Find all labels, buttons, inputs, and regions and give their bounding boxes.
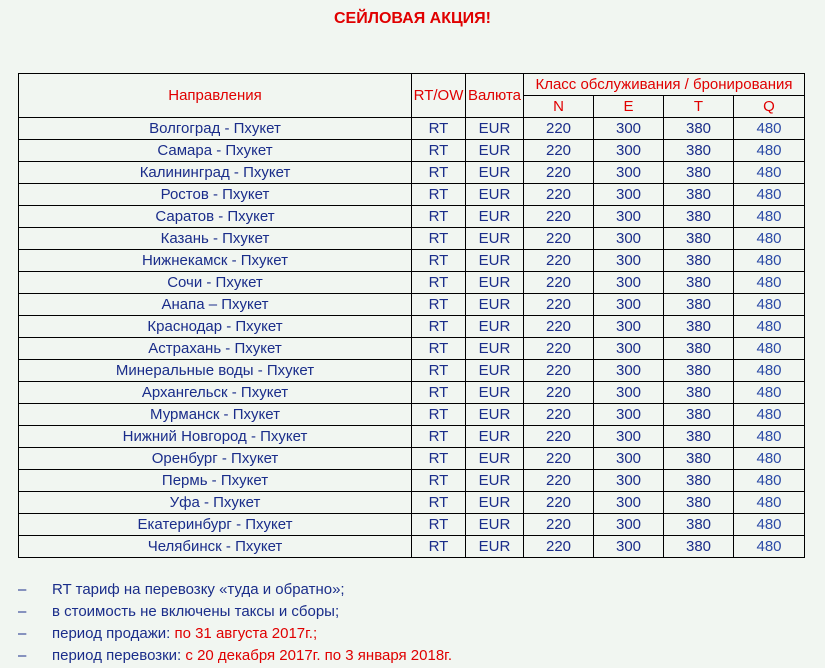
note-item — [18, 645, 818, 667]
cell-class-n: 220 — [524, 360, 594, 382]
header-class-e: E — [594, 96, 664, 118]
cell-currency: EUR — [466, 448, 524, 470]
cell-class-n: 220 — [524, 514, 594, 536]
cell-class-e: 300 — [594, 294, 664, 316]
cell-class-n: 220 — [524, 492, 594, 514]
cell-direction: Самара - Пхукет — [19, 140, 412, 162]
table-row — [19, 514, 805, 536]
cell-direction: Нижнекамск - Пхукет — [19, 250, 412, 272]
cell-class-t: 380 — [664, 426, 734, 448]
note-dash: – — [18, 625, 27, 642]
note-item — [18, 579, 818, 601]
cell-direction: Архангельск - Пхукет — [19, 382, 412, 404]
cell-class-q: 480 — [734, 206, 805, 228]
cell-class-q: 480 — [734, 404, 805, 426]
cell-rt-ow: RT — [412, 272, 466, 294]
cell-direction: Калининград - Пхукет — [19, 162, 412, 184]
fares-table — [18, 73, 805, 558]
note-dash: – — [18, 647, 27, 664]
cell-class-e: 300 — [594, 338, 664, 360]
page-title: СЕЙЛОВАЯ АКЦИЯ! — [334, 10, 491, 27]
cell-currency: EUR — [466, 382, 524, 404]
cell-class-n: 220 — [524, 228, 594, 250]
cell-class-e: 300 — [594, 140, 664, 162]
cell-direction: Саратов - Пхукет — [19, 206, 412, 228]
cell-rt-ow: RT — [412, 338, 466, 360]
header-currency: Валюта — [466, 74, 524, 118]
cell-class-n: 220 — [524, 162, 594, 184]
table-row — [19, 184, 805, 206]
cell-class-n: 220 — [524, 470, 594, 492]
cell-rt-ow: RT — [412, 492, 466, 514]
cell-class-n: 220 — [524, 118, 594, 140]
cell-rt-ow: RT — [412, 514, 466, 536]
cell-class-e: 300 — [594, 536, 664, 558]
cell-class-q: 480 — [734, 492, 805, 514]
cell-currency: EUR — [466, 536, 524, 558]
cell-rt-ow: RT — [412, 426, 466, 448]
table-row — [19, 228, 805, 250]
cell-class-q: 480 — [734, 360, 805, 382]
cell-rt-ow: RT — [412, 382, 466, 404]
note-item — [18, 623, 818, 645]
cell-class-t: 380 — [664, 470, 734, 492]
cell-class-q: 480 — [734, 184, 805, 206]
cell-class-t: 380 — [664, 404, 734, 426]
cell-currency: EUR — [466, 316, 524, 338]
cell-class-t: 380 — [664, 294, 734, 316]
table-row — [19, 272, 805, 294]
cell-rt-ow: RT — [412, 316, 466, 338]
cell-class-q: 480 — [734, 470, 805, 492]
cell-currency: EUR — [466, 360, 524, 382]
cell-currency: EUR — [466, 338, 524, 360]
cell-class-t: 380 — [664, 184, 734, 206]
cell-class-e: 300 — [594, 118, 664, 140]
cell-rt-ow: RT — [412, 184, 466, 206]
fares-table-body — [19, 118, 805, 558]
table-row — [19, 360, 805, 382]
table-row — [19, 426, 805, 448]
table-header-row — [19, 74, 805, 96]
cell-direction: Екатеринбург - Пхукет — [19, 514, 412, 536]
cell-class-t: 380 — [664, 492, 734, 514]
cell-class-q: 480 — [734, 426, 805, 448]
cell-currency: EUR — [466, 404, 524, 426]
cell-class-q: 480 — [734, 514, 805, 536]
cell-class-e: 300 — [594, 426, 664, 448]
note-travel-period: с 20 декабря 2017г. по 3 января 2018г. — [185, 647, 452, 664]
cell-class-n: 220 — [524, 140, 594, 162]
cell-class-t: 380 — [664, 382, 734, 404]
cell-class-t: 380 — [664, 228, 734, 250]
cell-rt-ow: RT — [412, 162, 466, 184]
cell-class-q: 480 — [734, 162, 805, 184]
cell-class-e: 300 — [594, 360, 664, 382]
cell-class-e: 300 — [594, 228, 664, 250]
cell-rt-ow: RT — [412, 118, 466, 140]
cell-rt-ow: RT — [412, 206, 466, 228]
cell-rt-ow: RT — [412, 228, 466, 250]
cell-class-q: 480 — [734, 228, 805, 250]
cell-class-n: 220 — [524, 206, 594, 228]
cell-currency: EUR — [466, 228, 524, 250]
cell-class-n: 220 — [524, 250, 594, 272]
cell-rt-ow: RT — [412, 294, 466, 316]
cell-class-e: 300 — [594, 316, 664, 338]
cell-class-t: 380 — [664, 162, 734, 184]
note-text: период перевозки: — [52, 647, 186, 664]
cell-currency: EUR — [466, 426, 524, 448]
table-row — [19, 316, 805, 338]
cell-class-q: 480 — [734, 536, 805, 558]
cell-direction: Астрахань - Пхукет — [19, 338, 412, 360]
cell-direction: Сочи - Пхукет — [19, 272, 412, 294]
cell-rt-ow: RT — [412, 448, 466, 470]
cell-class-e: 300 — [594, 382, 664, 404]
cell-currency: EUR — [466, 118, 524, 140]
header-direction: Направления — [19, 74, 412, 118]
table-row — [19, 294, 805, 316]
note-dash: – — [18, 603, 27, 620]
cell-class-n: 220 — [524, 272, 594, 294]
note-text: период продажи: — [52, 625, 175, 642]
cell-currency: EUR — [466, 184, 524, 206]
cell-direction: Уфа - Пхукет — [19, 492, 412, 514]
cell-direction: Мурманск - Пхукет — [19, 404, 412, 426]
cell-class-t: 380 — [664, 360, 734, 382]
cell-rt-ow: RT — [412, 536, 466, 558]
cell-class-e: 300 — [594, 162, 664, 184]
cell-direction: Минеральные воды - Пхукет — [19, 360, 412, 382]
cell-direction: Оренбург - Пхукет — [19, 448, 412, 470]
cell-class-q: 480 — [734, 316, 805, 338]
cell-currency: EUR — [466, 492, 524, 514]
cell-class-e: 300 — [594, 470, 664, 492]
cell-class-q: 480 — [734, 448, 805, 470]
cell-currency: EUR — [466, 250, 524, 272]
cell-class-n: 220 — [524, 426, 594, 448]
cell-class-q: 480 — [734, 294, 805, 316]
cell-direction: Пермь - Пхукет — [19, 470, 412, 492]
cell-direction: Ростов - Пхукет — [19, 184, 412, 206]
cell-class-q: 480 — [734, 140, 805, 162]
header-rt-ow: RT/OW — [412, 74, 466, 118]
table-row — [19, 382, 805, 404]
header-class-q: Q — [734, 96, 805, 118]
note-dash: – — [18, 581, 27, 598]
cell-class-e: 300 — [594, 492, 664, 514]
cell-currency: EUR — [466, 162, 524, 184]
cell-class-n: 220 — [524, 536, 594, 558]
cell-class-e: 300 — [594, 404, 664, 426]
table-row — [19, 404, 805, 426]
cell-direction: Анапа – Пхукет — [19, 294, 412, 316]
cell-class-n: 220 — [524, 294, 594, 316]
cell-class-n: 220 — [524, 338, 594, 360]
cell-currency: EUR — [466, 206, 524, 228]
cell-currency: EUR — [466, 294, 524, 316]
header-class-group: Класс обслуживания / бронирования — [524, 74, 805, 96]
cell-class-t: 380 — [664, 250, 734, 272]
table-row — [19, 448, 805, 470]
table-row — [19, 118, 805, 140]
cell-class-t: 380 — [664, 338, 734, 360]
cell-class-e: 300 — [594, 206, 664, 228]
cell-direction: Челябинск - Пхукет — [19, 536, 412, 558]
cell-class-q: 480 — [734, 250, 805, 272]
cell-rt-ow: RT — [412, 250, 466, 272]
cell-class-n: 220 — [524, 404, 594, 426]
cell-class-e: 300 — [594, 448, 664, 470]
cell-class-e: 300 — [594, 184, 664, 206]
cell-class-q: 480 — [734, 272, 805, 294]
header-class-n: N — [524, 96, 594, 118]
cell-currency: EUR — [466, 272, 524, 294]
cell-currency: EUR — [466, 140, 524, 162]
cell-rt-ow: RT — [412, 360, 466, 382]
notes-list — [18, 579, 818, 667]
cell-direction: Казань - Пхукет — [19, 228, 412, 250]
cell-class-t: 380 — [664, 118, 734, 140]
table-row — [19, 140, 805, 162]
table-row — [19, 206, 805, 228]
cell-direction: Волгоград - Пхукет — [19, 118, 412, 140]
table-row — [19, 338, 805, 360]
cell-class-t: 380 — [664, 536, 734, 558]
cell-class-t: 380 — [664, 514, 734, 536]
cell-class-e: 300 — [594, 272, 664, 294]
note-sale-period: по 31 августа 2017г.; — [174, 625, 318, 642]
cell-class-e: 300 — [594, 514, 664, 536]
table-row — [19, 492, 805, 514]
cell-class-t: 380 — [664, 448, 734, 470]
note-text: в стоимость не включены таксы и сборы; — [52, 603, 340, 620]
cell-direction: Нижний Новгород - Пхукет — [19, 426, 412, 448]
header-class-t: T — [664, 96, 734, 118]
cell-class-n: 220 — [524, 316, 594, 338]
table-row — [19, 162, 805, 184]
table-row — [19, 536, 805, 558]
cell-class-n: 220 — [524, 448, 594, 470]
cell-class-n: 220 — [524, 382, 594, 404]
cell-class-q: 480 — [734, 118, 805, 140]
cell-class-t: 380 — [664, 206, 734, 228]
note-text: RT тариф на перевозку «туда и обратно»; — [52, 581, 345, 598]
cell-currency: EUR — [466, 514, 524, 536]
cell-class-q: 480 — [734, 382, 805, 404]
note-item — [18, 601, 818, 623]
table-row — [19, 470, 805, 492]
cell-rt-ow: RT — [412, 140, 466, 162]
cell-rt-ow: RT — [412, 404, 466, 426]
cell-direction: Краснодар - Пхукет — [19, 316, 412, 338]
cell-class-t: 380 — [664, 272, 734, 294]
cell-class-n: 220 — [524, 184, 594, 206]
cell-class-t: 380 — [664, 140, 734, 162]
table-row — [19, 250, 805, 272]
cell-currency: EUR — [466, 470, 524, 492]
cell-rt-ow: RT — [412, 470, 466, 492]
cell-class-e: 300 — [594, 250, 664, 272]
cell-class-q: 480 — [734, 338, 805, 360]
cell-class-t: 380 — [664, 316, 734, 338]
